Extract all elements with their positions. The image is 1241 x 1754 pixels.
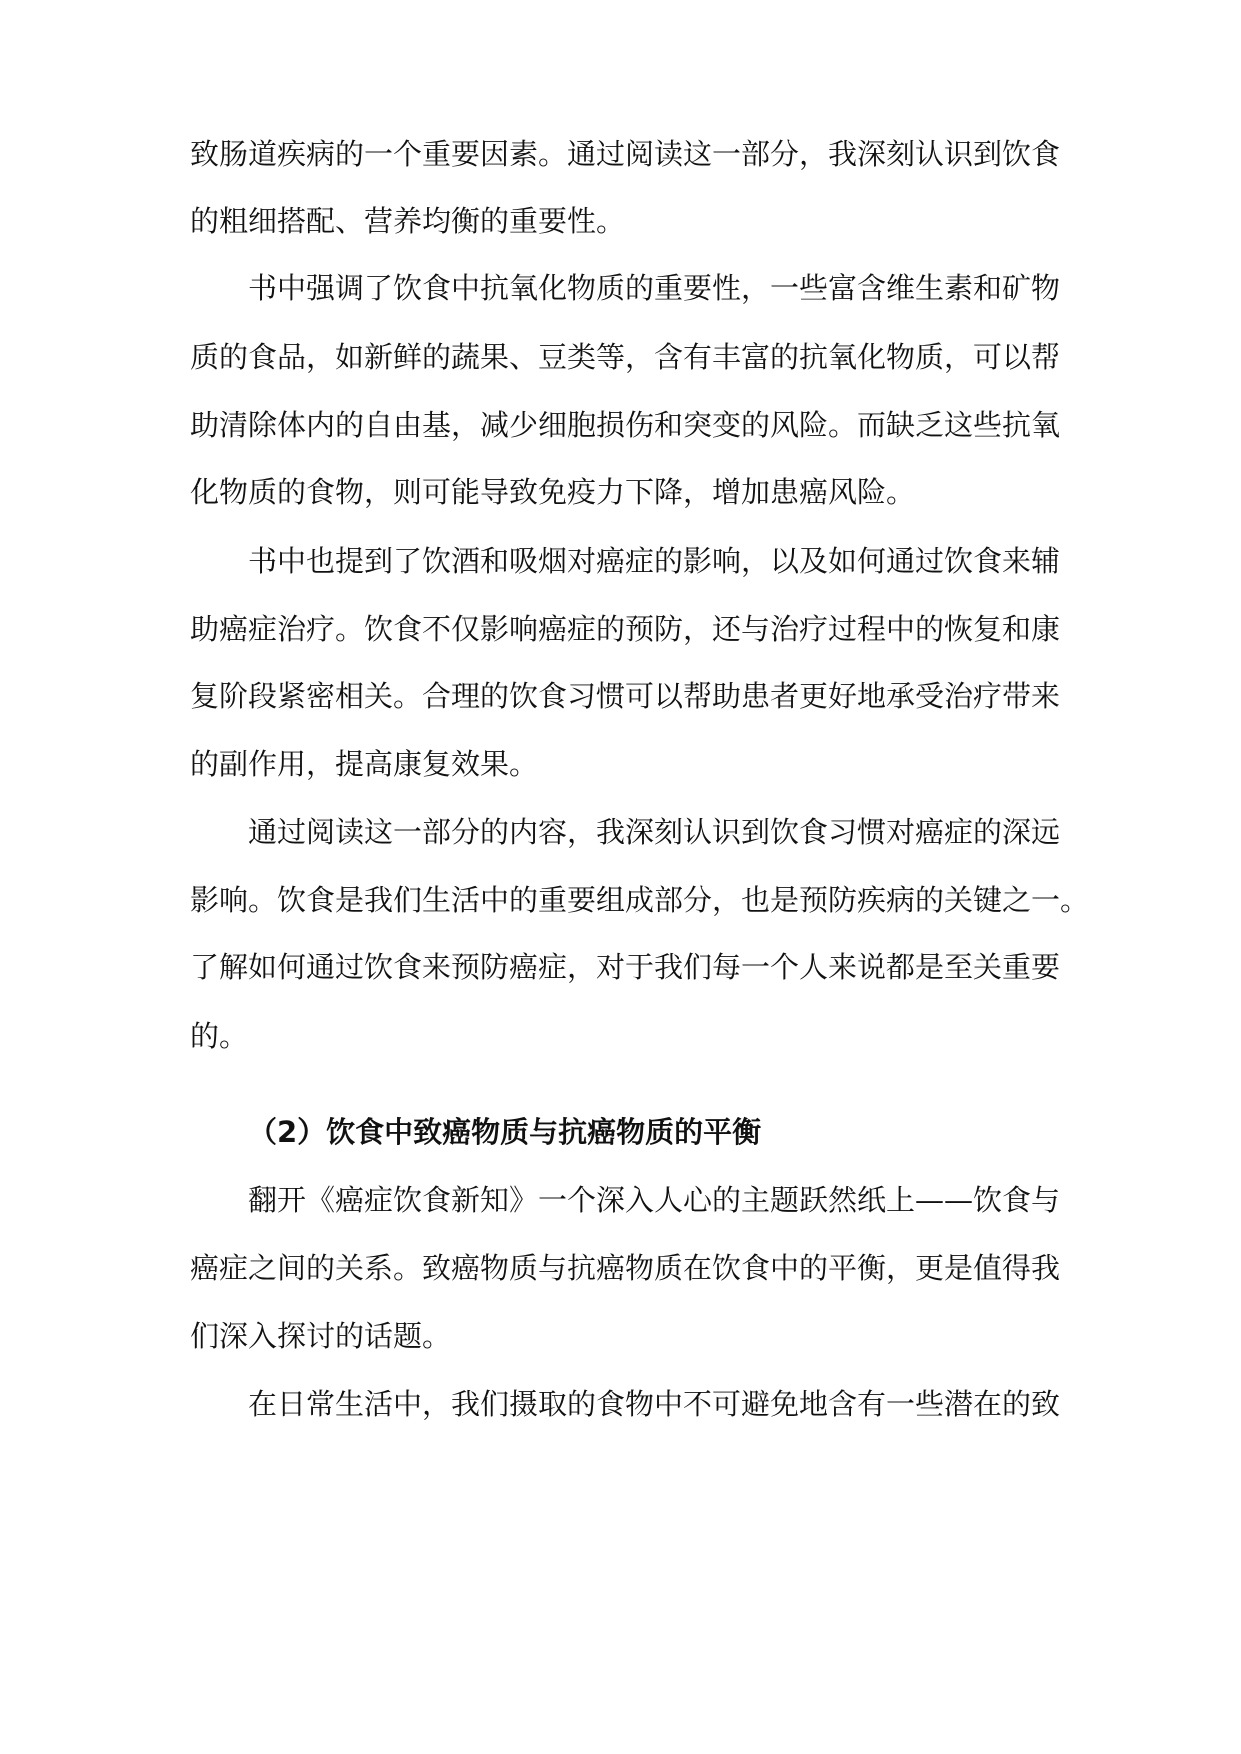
paragraph-line: 们深入探讨的话题。 [190,1319,452,1353]
paragraph-line: 癌症之间的关系。致癌物质与抗癌物质在饮食中的平衡，更是值得我 [190,1251,1061,1285]
paragraph-line: 的粗细搭配、营养均衡的重要性。 [190,204,626,238]
paragraph-line: 助清除体内的自由基，减少细胞损伤和突变的风险。而缺乏这些抗氧 [190,408,1061,442]
paragraph-line: 了解如何通过饮食来预防癌症，对于我们每一个人来说都是至关重要 [190,950,1061,984]
paragraph-line: 致肠道疾病的一个重要因素。通过阅读这一部分，我深刻认识到饮食 [190,137,1061,171]
section-heading: （2）饮食中致癌物质与抗癌物质的平衡 [248,1115,762,1149]
paragraph-line: 质的食品，如新鲜的蔬果、豆类等，含有丰富的抗氧化物质，可以帮 [190,340,1061,374]
paragraph-line: 的副作用，提高康复效果。 [190,747,539,781]
paragraph-line: 翻开《癌症饮食新知》一个深入人心的主题跃然纸上——饮食与 [248,1183,1061,1217]
paragraph-line: 影响。饮食是我们生活中的重要组成部分，也是预防疾病的关键之一。 [190,883,1090,917]
paragraph-line: 书中强调了饮食中抗氧化物质的重要性，一些富含维生素和矿物 [248,271,1061,305]
paragraph-line: 助癌症治疗。饮食不仅影响癌症的预防，还与治疗过程中的恢复和康 [190,612,1061,646]
paragraph-line: 书中也提到了饮酒和吸烟对癌症的影响，以及如何通过饮食来辅 [248,544,1061,578]
paragraph-line: 通过阅读这一部分的内容，我深刻认识到饮食习惯对癌症的深远 [248,815,1061,849]
paragraph-line: 在日常生活中，我们摄取的食物中不可避免地含有一些潜在的致 [248,1387,1061,1421]
paragraph-line: 的。 [190,1019,249,1053]
paragraph-line: 复阶段紧密相关。合理的饮食习惯可以帮助患者更好地承受治疗带来 [190,679,1061,713]
paragraph-line: 化物质的食物，则可能导致免疫力下降，增加患癌风险。 [190,475,916,509]
